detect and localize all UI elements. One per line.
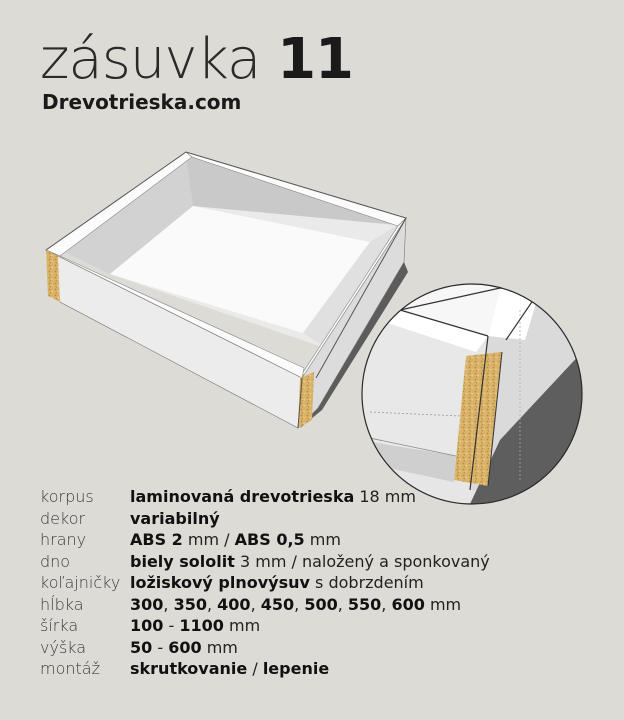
spec-value	[130, 594, 490, 616]
spec-value-text: 18 mm	[354, 487, 416, 506]
spec-value-text: ,	[250, 594, 261, 614]
spec-value-text: mm	[424, 594, 462, 614]
spec-value	[130, 551, 490, 573]
spec-row	[40, 572, 490, 594]
spec-value	[130, 486, 490, 508]
spec-label: dekor	[40, 508, 86, 528]
spec-value-text: ,	[206, 594, 218, 614]
spec-row	[40, 637, 490, 659]
spec-value-bold: 1100	[179, 616, 224, 635]
spec-value-text: mm	[223, 616, 261, 635]
spec-label: dno	[40, 551, 71, 571]
spec-value-bold: 350	[173, 594, 207, 614]
spec-value-bold: laminovaná drevotrieska	[130, 487, 355, 506]
spec-label: hĺbka	[40, 594, 84, 614]
spec-label: korpus	[40, 487, 94, 506]
spec-value-text: 3 mm / naložený a sponkovaný	[234, 551, 490, 571]
spec-value-bold: ložiskový plnovýsuv	[130, 573, 310, 592]
drawer-box	[46, 152, 408, 428]
spec-value	[130, 508, 490, 530]
spec-value-text: ,	[294, 594, 305, 614]
spec-row	[40, 529, 490, 551]
spec-value-bold: ABS 0,5	[234, 530, 305, 549]
spec-value	[130, 658, 490, 680]
spec-table	[40, 486, 490, 680]
spec-value-bold: 600	[168, 637, 202, 657]
spec-value-bold: 450	[260, 594, 295, 614]
spec-label: šírka	[40, 616, 79, 635]
spec-value-bold: 600	[391, 594, 425, 614]
spec-value-text: /	[247, 659, 263, 678]
spec-value-bold: skrutkovanie	[130, 659, 248, 678]
spec-value-bold: lepenie	[262, 659, 330, 678]
spec-row	[40, 486, 490, 508]
spec-value-bold: 100	[130, 616, 164, 635]
spec-label: hrany	[40, 530, 87, 549]
spec-value-text: ,	[381, 594, 392, 614]
spec-value-text: mm	[201, 637, 238, 657]
spec-value-text: s dobrzdením	[309, 573, 424, 592]
spec-value	[130, 637, 490, 659]
spec-value	[130, 572, 490, 594]
spec-value-text: ,	[337, 594, 348, 614]
spec-value-bold: 300	[130, 594, 164, 614]
spec-label: montáž	[40, 659, 100, 678]
title-word: zásuvka	[40, 27, 261, 92]
spec-row	[40, 551, 490, 573]
spec-row	[40, 658, 490, 680]
spec-value-bold: ABS 2	[130, 530, 183, 549]
spec-label: výška	[40, 637, 87, 657]
spec-value-text: ,	[163, 594, 174, 614]
spec-value	[130, 615, 490, 637]
title-number: 11	[277, 27, 354, 92]
spec-row	[40, 508, 490, 530]
spec-value-bold: 50	[130, 637, 153, 657]
spec-row	[40, 615, 490, 637]
spec-value-bold: biely sololit	[130, 551, 235, 571]
spec-value-text: mm /	[182, 530, 235, 549]
spec-value-text: mm	[304, 530, 341, 549]
spec-value-bold: variabilný	[130, 508, 220, 528]
spec-label: koľajničky	[40, 573, 121, 592]
spec-value-bold: 500	[304, 594, 338, 614]
chipboard-edge-left	[46, 250, 60, 302]
spec-value-bold: 400	[217, 594, 251, 614]
spec-value-text: -	[163, 616, 180, 635]
spec-value-bold: 550	[347, 594, 382, 614]
spec-row	[40, 594, 490, 616]
spec-value	[130, 529, 490, 551]
brand-subtitle: Drevotrieska.com	[42, 90, 242, 114]
spec-value-text: -	[152, 637, 169, 657]
